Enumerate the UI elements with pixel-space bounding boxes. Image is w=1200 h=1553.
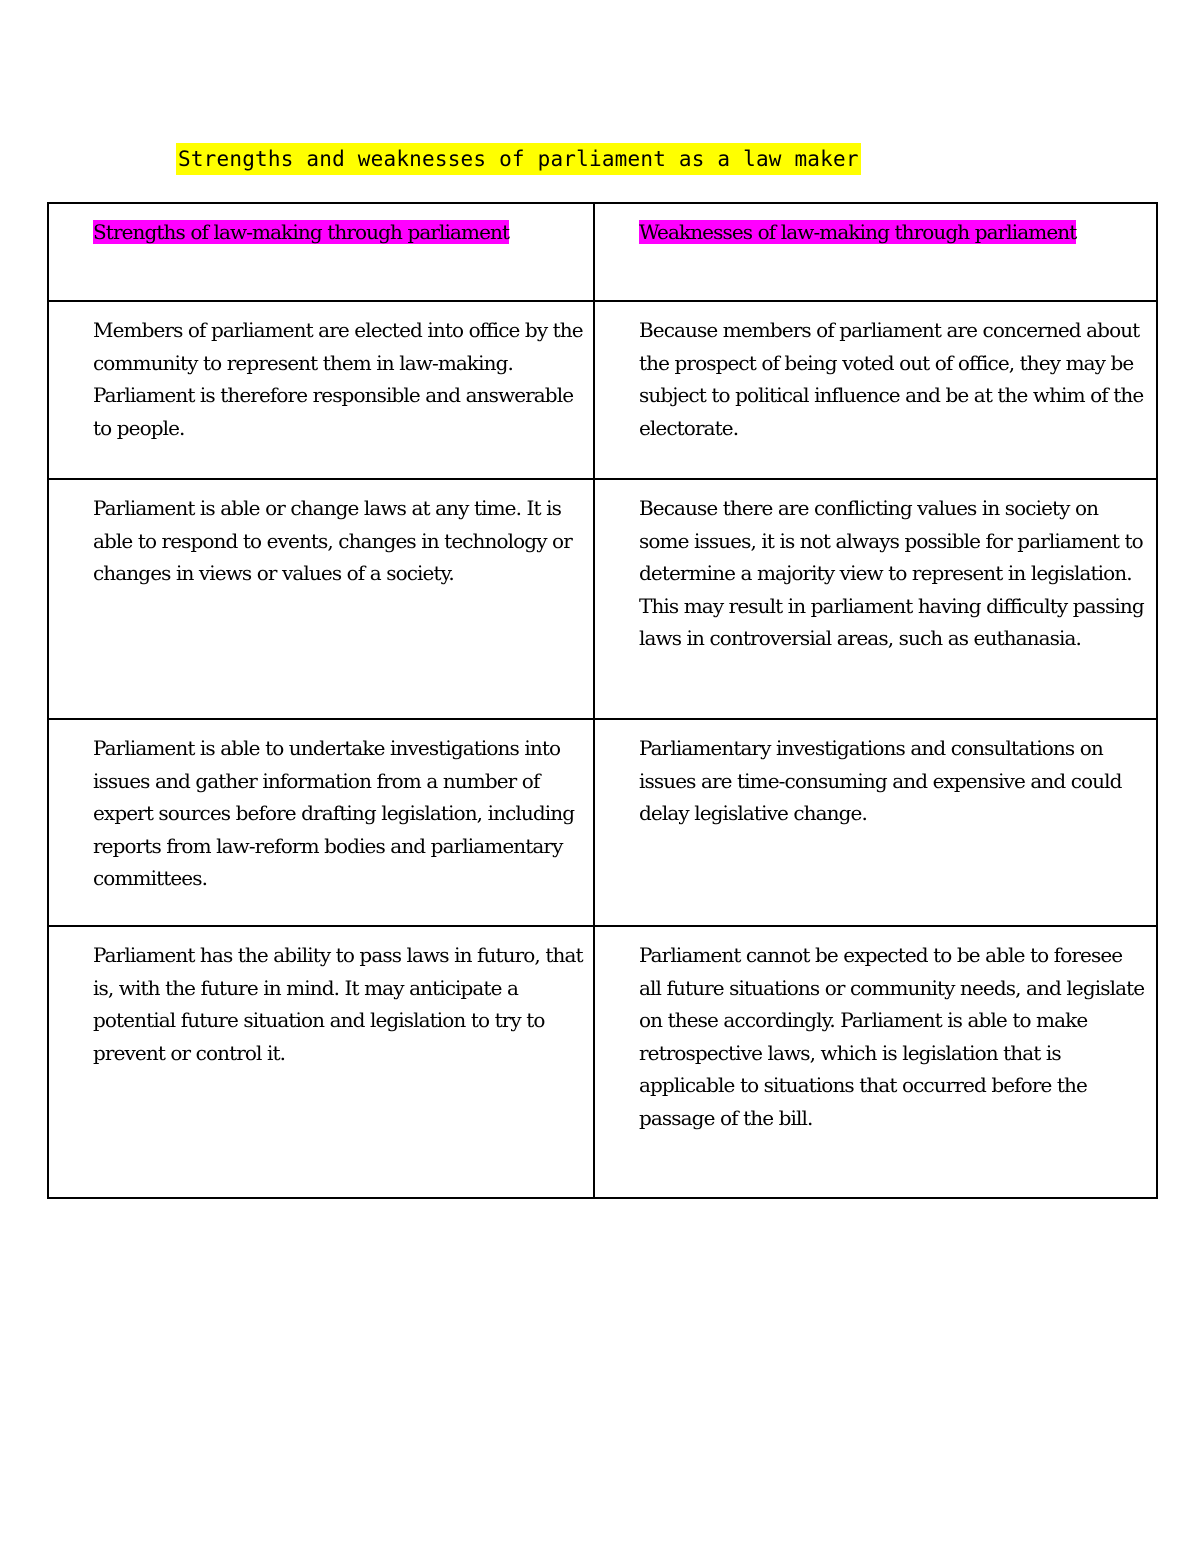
strength-cell: Members of parliament are elected into office by the community to represent them in law-making. Parliament is therefore responsible and answerable to people. [48, 301, 594, 479]
table-row [48, 926, 1157, 1198]
weaknesses-header-cell [594, 203, 1157, 301]
strength-cell: Parliament has the ability to pass laws in futuro, that is, with the future in mind. It may anticipate a potential future situation and legislation to try to prevent or control it. [48, 926, 594, 1198]
weaknesses-header: Weaknesses of law-making through parliament [639, 220, 1077, 244]
weakness-cell: Parliamentary investigations and consultations on issues are time-consuming and expensive and could delay legislative change. [594, 719, 1157, 926]
table-header-row [48, 203, 1157, 301]
strength-cell: Parliament is able to undertake investigations into issues and gather information from a number of expert sources before drafting legislation, including reports from law-reform bodies and parliamentary committees. [48, 719, 594, 926]
strength-cell: Parliament is able or change laws at any time. It is able to respond to events, changes in technology or changes in views or values of a society. [48, 479, 594, 719]
strengths-header-cell [48, 203, 594, 301]
table-row [48, 301, 1157, 479]
page-title: Strengths and weaknesses of parliament as a law maker [176, 143, 861, 175]
strengths-header: Strengths of law-making through parliament [93, 220, 510, 244]
table-row [48, 719, 1157, 926]
weakness-cell: Because members of parliament are concerned about the prospect of being voted out of office, they may be subject to political influence and be at the whim of the electorate. [594, 301, 1157, 479]
table-row [48, 479, 1157, 719]
weakness-cell: Parliament cannot be expected to be able to foresee all future situations or community needs, and legislate on these accordingly. Parliament is able to make retrospective laws, which is legislation that is applicable to situations that occurred before the passage of the bill. [594, 926, 1157, 1198]
weakness-cell: Because there are conflicting values in society on some issues, it is not always possible for parliament to determine a majority view to represent in legislation. This may result in parliament having difficulty passing laws in controversial areas, such as euthanasia. [594, 479, 1157, 719]
comparison-table [47, 202, 1158, 1199]
